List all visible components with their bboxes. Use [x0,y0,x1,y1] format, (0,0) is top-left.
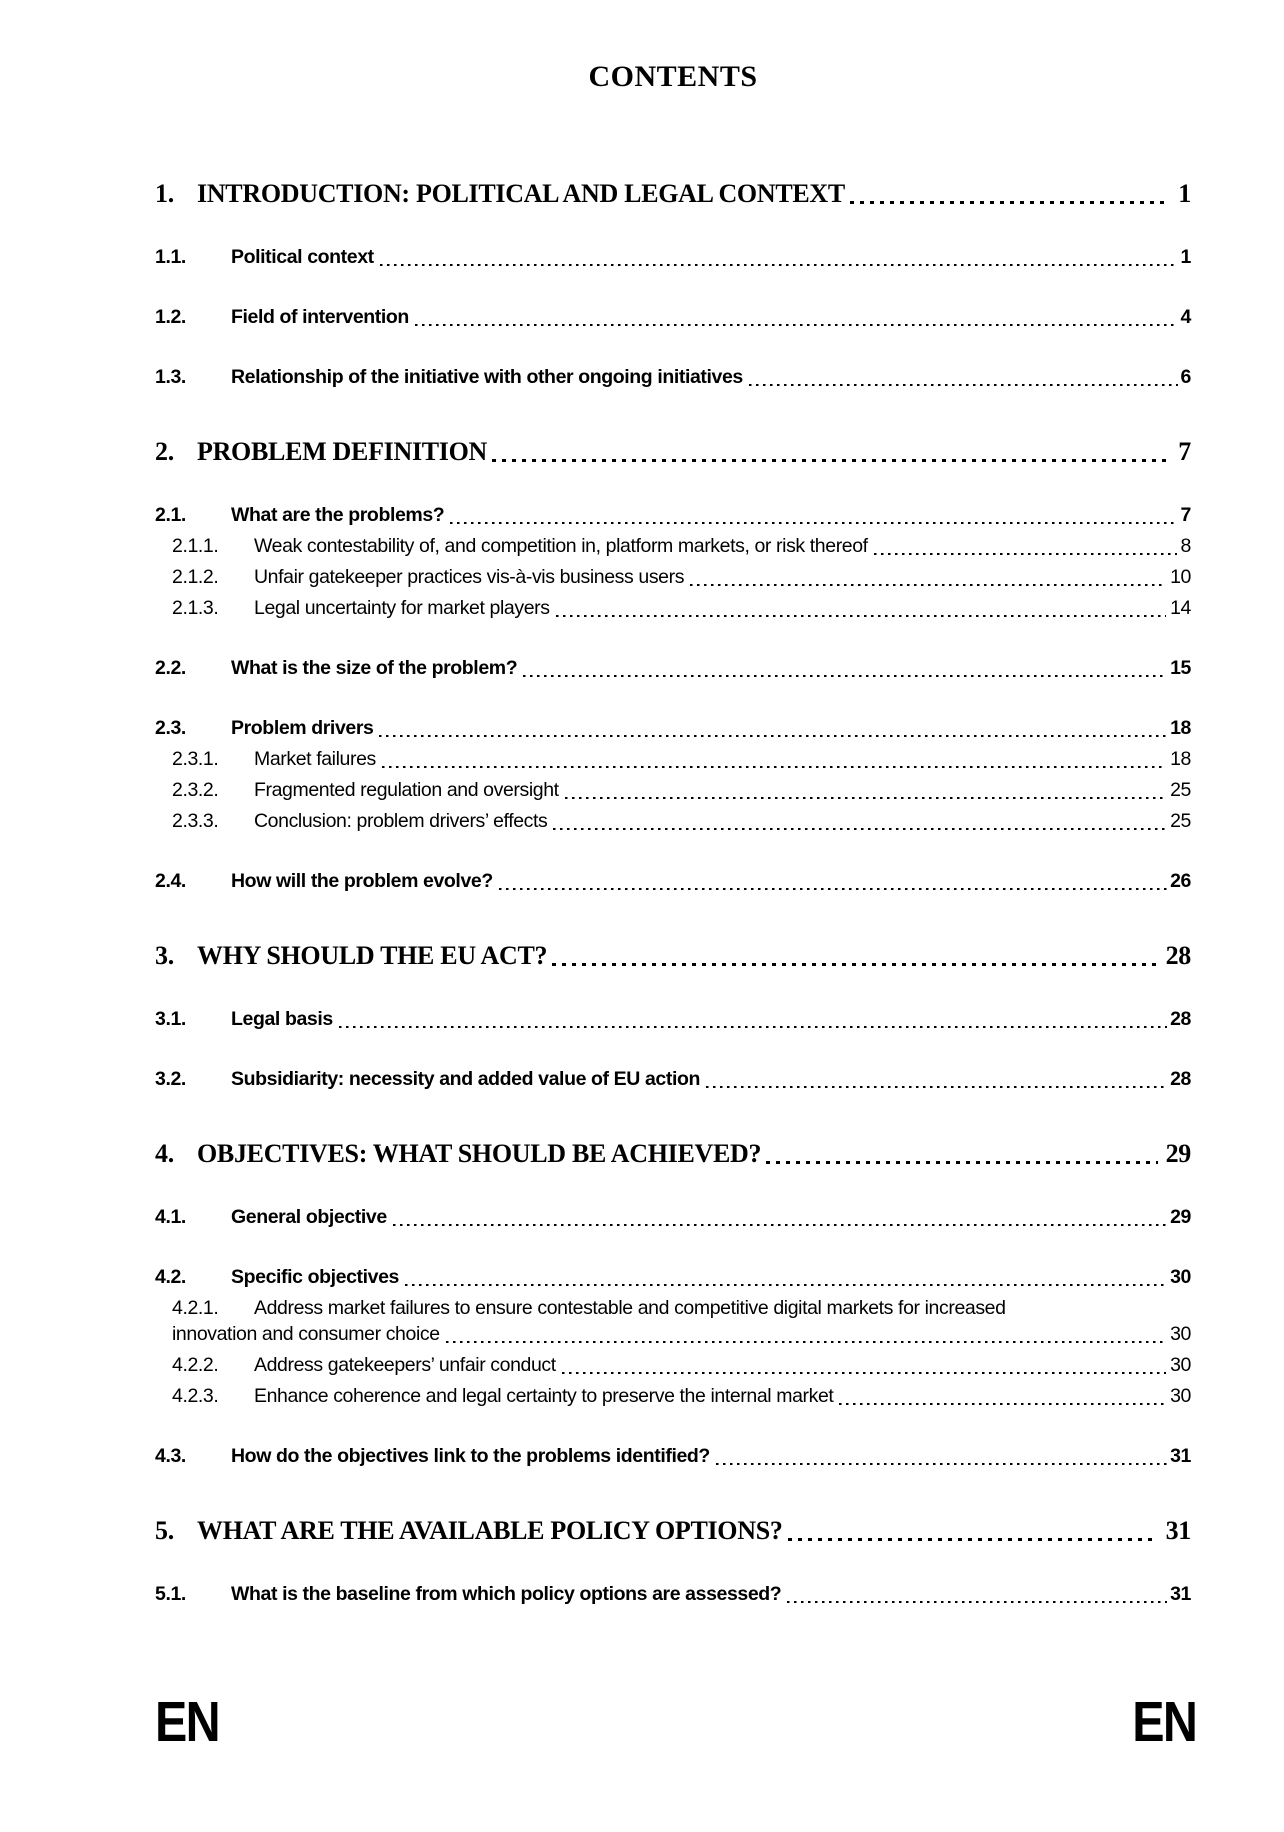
toc-leader-dots [405,1284,1167,1287]
toc-entry-number: 2. [155,437,174,466]
toc-entry-label: Field of intervention [231,306,409,328]
toc-row-2-4[interactable] [155,868,1191,894]
toc-leader-dots [446,1341,1166,1344]
toc-entry-page-number: 28 [1170,1068,1191,1090]
toc-row-3-1[interactable] [155,1006,1191,1032]
toc-entry-number: 1.1. [155,246,186,268]
toc-entry-number: 2.1.1. [172,535,219,557]
toc-entry-label: Subsidiarity: necessity and added value of EU action [231,1068,700,1090]
toc-entry-number: 4.2.2. [172,1354,219,1376]
toc-leader-dots [562,1372,1166,1375]
toc-entry-page-number: 18 [1170,748,1191,770]
toc-entry-page-number: 18 [1170,717,1191,739]
toc-leader-dots [339,1026,1167,1029]
toc-entry-label: Address market failures to ensure contestable and competitive digital markets for increased [254,1297,1006,1319]
toc-entry-number: 2.3.3. [172,810,219,832]
toc-entry-label: Address gatekeepers’ unfair conduct [254,1354,556,1376]
toc-entry-label: OBJECTIVES: WHAT SHOULD BE ACHIEVED? [197,1139,762,1168]
toc-entry-page-number: 30 [1170,1385,1191,1407]
toc-entry-page-number: 1 [1180,246,1191,268]
toc-entry-page-number: 26 [1170,870,1191,892]
toc-leader-dots [552,963,1157,967]
toc-entry-page-number: 28 [1165,941,1191,970]
toc-entry-number: 3.2. [155,1068,186,1090]
toc-row-5-1[interactable] [155,1581,1191,1607]
toc-entry-label-continued: innovation and consumer choice [172,1323,440,1345]
toc-leader-dots [565,797,1166,800]
toc-entry-page-number: 7 [1178,437,1191,466]
toc-entry-number: 2.3. [155,717,186,739]
toc-leader-dots [850,201,1170,205]
footer-language-marker-right: EN [1132,1690,1196,1754]
table-of-contents [155,178,1191,1607]
toc-leader-dots [382,766,1166,769]
toc-entry-label: Specific objectives [231,1266,399,1288]
toc-entry-number: 5. [155,1516,174,1545]
toc-content-column [155,0,1191,1607]
toc-row-2-2[interactable] [155,655,1191,681]
toc-entry-page-number: 14 [1170,597,1191,619]
toc-row-4[interactable] [155,1138,1191,1170]
toc-entry-number: 5.1. [155,1583,186,1605]
toc-entry-label: How do the objectives link to the problems identified? [231,1445,710,1467]
toc-entry-page-number: 31 [1165,1516,1191,1545]
toc-row-1-3[interactable] [155,364,1191,390]
toc-row-3[interactable] [155,940,1191,972]
toc-entry-page-number: 28 [1170,1008,1191,1030]
toc-row-4-2-3[interactable] [155,1383,1191,1409]
toc-entry-number: 3.1. [155,1008,186,1030]
toc-entry-page-number: 30 [1170,1323,1191,1345]
toc-entry-page-number: 31 [1170,1583,1191,1605]
toc-row-1-1[interactable] [155,244,1191,270]
toc-entry-label: Problem drivers [231,717,374,739]
toc-entry-label: WHAT ARE THE AVAILABLE POLICY OPTIONS? [197,1516,783,1545]
toc-entry-page-number: 30 [1170,1354,1191,1376]
toc-leader-dots [788,1538,1158,1542]
toc-entry-label: Relationship of the initiative with other ongoing initiatives [231,366,743,388]
toc-row-2-3-3[interactable] [155,808,1191,834]
toc-entry-label: Fragmented regulation and oversight [254,779,559,801]
toc-entry-number: 1.2. [155,306,186,328]
toc-entry-page-number: 15 [1170,657,1191,679]
toc-entry-number: 2.1.3. [172,597,219,619]
toc-entry-label: WHY SHOULD THE EU ACT? [197,941,548,970]
toc-entry-page-number: 1 [1178,179,1191,208]
toc-entry-label: Legal uncertainty for market players [254,597,550,619]
toc-entry-number: 4. [155,1139,174,1168]
toc-leader-dots [499,888,1167,891]
toc-entry-label: What are the problems? [231,504,445,526]
toc-leader-dots [393,1224,1167,1227]
toc-entry-page-number: 4 [1180,306,1191,328]
toc-row-3-2[interactable] [155,1066,1191,1092]
toc-entry-page-number: 7 [1180,504,1191,526]
toc-entry-label: Enhance coherence and legal certainty to preserve the internal market [254,1385,834,1407]
toc-leader-dots [749,384,1178,387]
toc-entry-page-number: 29 [1165,1139,1191,1168]
toc-entry-number: 4.2.1. [172,1297,219,1319]
toc-entry-page-number: 25 [1170,810,1191,832]
toc-row-1-2[interactable] [155,304,1191,330]
toc-entry-number: 2.4. [155,870,186,892]
toc-leader-dots [379,735,1167,738]
toc-leader-dots [716,1463,1167,1466]
toc-entry-page-number: 30 [1170,1266,1191,1288]
toc-entry-label: How will the problem evolve? [231,870,493,892]
toc-entry-number: 4.1. [155,1206,186,1228]
toc-entry-number: 4.2. [155,1266,186,1288]
toc-leader-dots [380,264,1178,267]
toc-leader-dots [787,1601,1167,1604]
toc-row-2-1-3[interactable] [155,595,1191,621]
toc-row-2-1-1[interactable] [155,533,1191,559]
toc-leader-dots [874,553,1177,556]
toc-entry-label: Unfair gatekeeper practices vis-à-vis business users [254,566,685,588]
toc-leader-dots [556,615,1167,618]
toc-entry-label: PROBLEM DEFINITION [197,437,488,466]
toc-row-4-2[interactable] [155,1264,1191,1290]
toc-row-2-3-1[interactable] [155,746,1191,772]
toc-row-2-3-2[interactable] [155,777,1191,803]
toc-row-1[interactable] [155,178,1191,210]
toc-leader-dots [492,459,1170,463]
page-title: CONTENTS [588,60,758,93]
toc-entry-number: 4.3. [155,1445,186,1467]
toc-entry-page-number: 31 [1170,1445,1191,1467]
toc-leader-dots [839,1403,1166,1406]
toc-entry-page-number: 6 [1180,366,1191,388]
toc-entry-line2 [172,1321,1191,1347]
toc-leader-dots [766,1161,1157,1165]
toc-entry-page-number: 25 [1170,779,1191,801]
toc-entry-label: What is the baseline from which policy options are assessed? [231,1583,782,1605]
toc-entry-number: 2.1.2. [172,566,219,588]
toc-entry-page-number: 10 [1170,566,1191,588]
toc-row-4-3[interactable] [155,1443,1191,1469]
toc-row-4-2-1[interactable] [155,1295,1191,1347]
toc-leader-dots [415,324,1178,327]
toc-leader-dots [450,522,1177,525]
toc-leader-dots [553,828,1166,831]
toc-row-5[interactable] [155,1515,1191,1547]
toc-row-2[interactable] [155,436,1191,468]
toc-row-4-2-2[interactable] [155,1352,1191,1378]
toc-entry-number: 2.3.1. [172,748,219,770]
toc-entry-number: 3. [155,941,174,970]
toc-entry-label: Weak contestability of, and competition in, platform markets, or risk thereof [254,535,868,557]
toc-row-2-1[interactable] [155,502,1191,528]
toc-entry-label: Conclusion: problem drivers’ effects [254,810,548,832]
toc-entry-number: 4.2.3. [172,1385,219,1407]
toc-row-2-1-2[interactable] [155,564,1191,590]
toc-entry-number: 2.3.2. [172,779,219,801]
page-footer [155,1690,1196,1754]
toc-entry-number: 2.1. [155,504,186,526]
toc-leader-dots [690,584,1166,587]
toc-entry-number: 1. [155,179,174,208]
toc-entry-label: Political context [231,246,374,268]
toc-entry-label: What is the size of the problem? [231,657,518,679]
toc-entry-number: 2.2. [155,657,186,679]
toc-entry-number: 1.3. [155,366,186,388]
toc-entry-label: Legal basis [231,1008,333,1030]
toc-entry-label: General objective [231,1206,387,1228]
toc-entry-label: Market failures [254,748,376,770]
toc-entry-page-number: 29 [1170,1206,1191,1228]
toc-row-4-1[interactable] [155,1204,1191,1230]
toc-leader-dots [706,1086,1167,1089]
toc-row-2-3[interactable] [155,715,1191,741]
toc-entry-page-number: 8 [1180,535,1191,557]
toc-entry-label: INTRODUCTION: POLITICAL AND LEGAL CONTEXT [197,179,845,208]
toc-entry-line1 [172,1295,1191,1321]
toc-leader-dots [523,675,1167,678]
footer-language-marker-left: EN [155,1690,219,1754]
